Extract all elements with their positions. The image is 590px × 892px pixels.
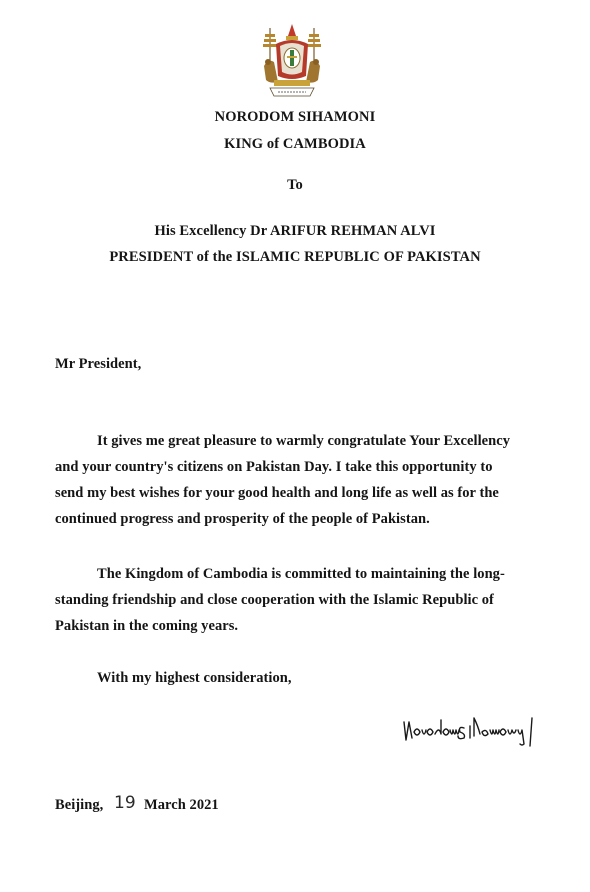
paragraph1-line: It gives me great pleasure to warmly congratulate Your Excellency — [97, 433, 511, 449]
date-month-year: March 2021 — [144, 797, 219, 813]
paragraph1-line: and your country's citizens on Pakistan Day. I take this opportunity to — [55, 459, 493, 475]
paragraph2-line: Pakistan in the coming years. — [55, 618, 239, 634]
date-place: Beijing, — [55, 797, 104, 813]
paragraph1-line: send my best wishes for your good health and long life as well as for the — [55, 485, 499, 501]
sender-name: NORODOM SIHAMONI — [214, 109, 376, 125]
paragraph1-line: continued progress and prosperity of the people of Pakistan. — [55, 511, 430, 527]
salutation: Mr President, — [55, 356, 142, 372]
recipient-name: His Excellency Dr ARIFUR REHMAN ALVI — [154, 223, 436, 239]
royal-crest-icon — [258, 22, 326, 102]
date-day-handwritten: 19 — [114, 793, 136, 813]
sender-title: KING of CAMBODIA — [224, 136, 366, 152]
closing: With my highest consideration, — [97, 670, 292, 686]
signature — [400, 712, 552, 748]
recipient-title: PRESIDENT of the ISLAMIC REPUBLIC OF PAKISTAN — [109, 249, 481, 265]
paragraph2-line: The Kingdom of Cambodia is committed to maintaining the long- — [97, 566, 505, 582]
to-label: To — [287, 177, 303, 193]
paragraph2-line: standing friendship and close cooperation with the Islamic Republic of — [55, 592, 494, 608]
